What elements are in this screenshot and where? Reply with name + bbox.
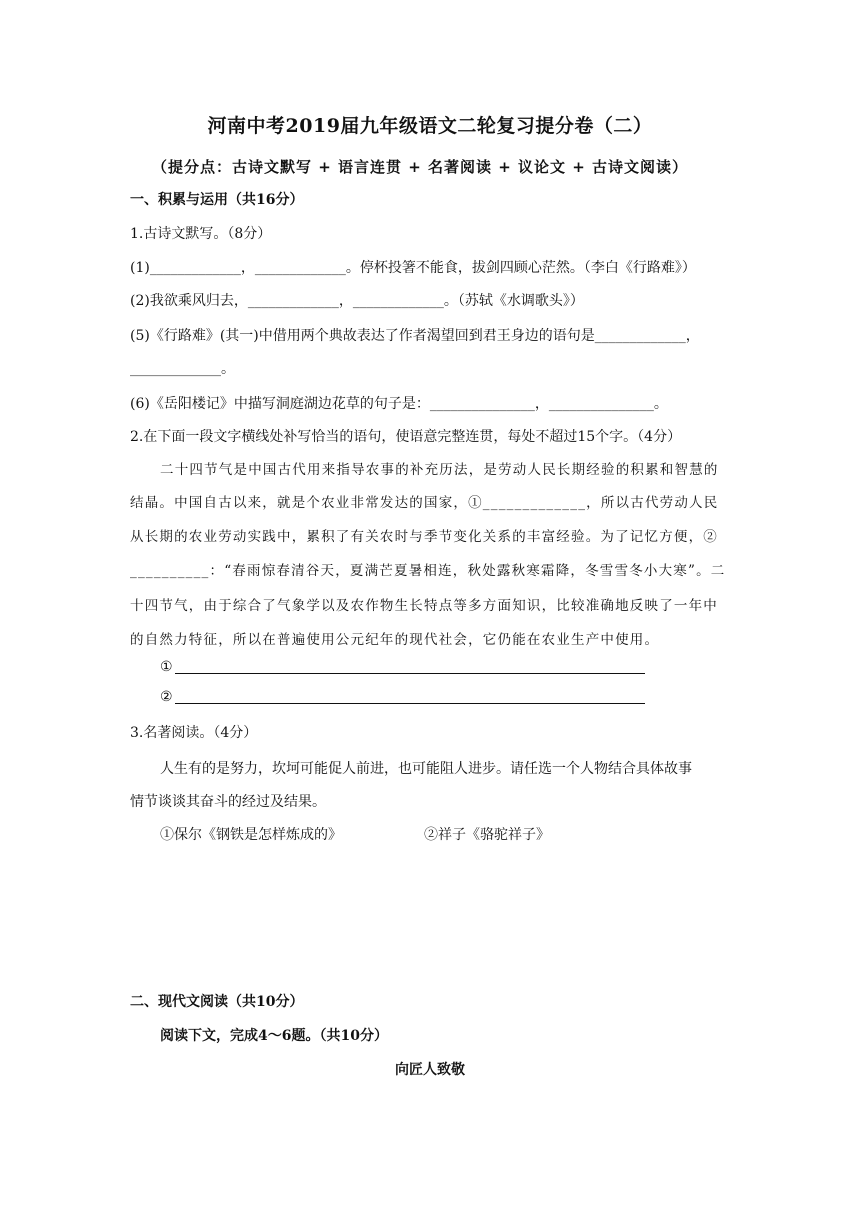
section-heading-1: 一、积累与运用（共16分） <box>130 192 304 208</box>
section-heading-2: 二、现代文阅读（共10分） <box>130 994 304 1010</box>
question-2-paragraph-line: 的自然力特征，所以在普遍使用公元纪年的现代社会，它仍能在农业生产中使用。 <box>130 632 660 648</box>
question-2-paragraph-line: 从长期的农业劳动实践中，累积了有关农时与季节变化关系的丰富经验。为了记忆方便，② <box>130 529 718 545</box>
question-2-paragraph-line: 结晶。中国自古以来，就是个农业非常发达的国家，①_____________，所以古代劳动人民 <box>130 495 719 511</box>
question-1-line-4: (6)《岳阳楼记》中描写洞庭湖边花草的句子是：_______________，_______________。 <box>130 396 668 412</box>
question-3-option-1: ①保尔《钢铁是怎样炼成的》 <box>160 827 342 843</box>
question-1-line-1: (1)_____________，_____________。停杯投箸不能食，拔剑四顾心茫然。（李白《行路难》） <box>130 260 696 276</box>
page-title: 河南中考2019届九年级语文二轮复习提分卷（二） <box>207 115 653 137</box>
question-2-stem: 2.在下面一段文字横线处补写恰当的语句，使语意完整连贯，每处不超过15个字。（4分） <box>130 429 682 445</box>
question-1-stem: 1.古诗文默写。（8分） <box>130 226 272 242</box>
question-2-paragraph-line: 二十四节气是中国古代用来指导农事的补充历法，是劳动人民长期经验的积累和智慧的 <box>160 462 719 478</box>
question-3-paragraph-line: 人生有的是努力，坎坷可能促人前进，也可能阻人进步。请任选一个人物结合具体故事 <box>160 761 692 777</box>
page-subtitle: （提分点：古诗文默写 + 语言连贯 + 名著阅读 + 议论文 + 古诗文阅读） <box>152 158 689 176</box>
question-3-stem: 3.名著阅读。（4分） <box>130 725 258 741</box>
question-3-option-2: ②祥子《骆驼祥子》 <box>424 827 550 843</box>
question-1-line-3: (5)《行路难》(其一)中借用两个典故表达了作者渴望回到君王身边的语句是_____________， <box>130 328 700 344</box>
answer-2-blank[interactable] <box>175 703 645 704</box>
reading-instruction: 阅读下文，完成4～6题。（共10分） <box>160 1028 388 1044</box>
answer-2-label: ② <box>160 689 173 705</box>
article-title: 向匠人致敬 <box>395 1062 465 1078</box>
question-2-paragraph-line: 十四节气，由于综合了气象学以及农作物生长特点等多方面知识，比较准确地反映了一年中 <box>130 598 718 614</box>
answer-1-blank[interactable] <box>175 673 645 674</box>
question-2-paragraph-line: __________：“春雨惊春清谷天，夏满芒夏暑相连，秋处露秋寒霜降，冬雪雪冬小大寒”。二 <box>130 563 726 579</box>
question-1-line-3-continued: _____________。 <box>130 361 235 377</box>
question-1-line-2: (2)我欲乘风归去，_____________，_____________。（苏轼《水调歌头》） <box>130 293 584 309</box>
question-3-paragraph-line: 情节谈谈其奋斗的经过及结果。 <box>130 794 326 810</box>
answer-1-label: ① <box>160 659 173 675</box>
